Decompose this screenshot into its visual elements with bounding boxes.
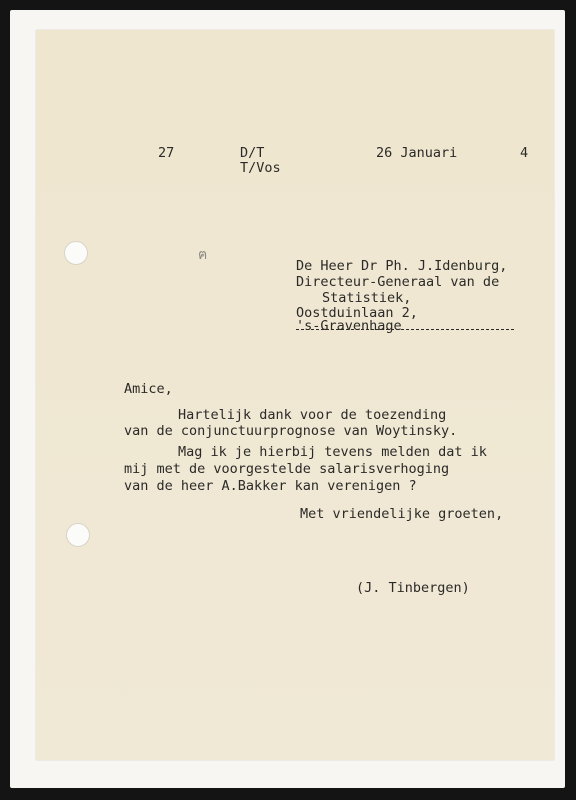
- letter-number: 27: [158, 145, 175, 161]
- paragraph-2-line-3: van de heer A.Bakker kan verenigen ?: [124, 478, 417, 494]
- page-number: 4: [520, 145, 529, 161]
- reference-line-2: T/Vos: [240, 160, 281, 176]
- margin-pencil-mark: ฅ: [198, 247, 208, 263]
- address-line-4: Oostduinlaan 2,: [296, 305, 418, 321]
- address-underline: [296, 329, 514, 330]
- address-line-5: 's-Gravenhage: [296, 318, 402, 334]
- letter-date: 26 Januari: [376, 145, 458, 161]
- address-line-2: Directeur-Generaal van de: [296, 274, 500, 290]
- closing: Met vriendelijke groeten,: [300, 506, 504, 522]
- paragraph-1-line-1: Hartelijk dank voor de toezending: [178, 407, 447, 423]
- paragraph-2-line-2: mij met de voorgestelde salarisverhoging: [124, 461, 450, 477]
- paragraph-1-line-2: van de conjunctuurprognose van Woytinsky.: [124, 423, 458, 439]
- salutation: Amice,: [124, 381, 173, 397]
- punch-hole-bottom: [66, 523, 90, 547]
- address-line-1: De Heer Dr Ph. J.Idenburg,: [296, 258, 508, 274]
- signature: (J. Tinbergen): [356, 580, 470, 596]
- punch-hole-top: [64, 241, 88, 265]
- letter-page: [36, 30, 554, 760]
- address-line-3: Statistiek,: [322, 290, 412, 306]
- paragraph-2-line-1: Mag ik je hierbij tevens melden dat ik: [178, 444, 487, 460]
- reference-line-1: D/T: [240, 145, 265, 161]
